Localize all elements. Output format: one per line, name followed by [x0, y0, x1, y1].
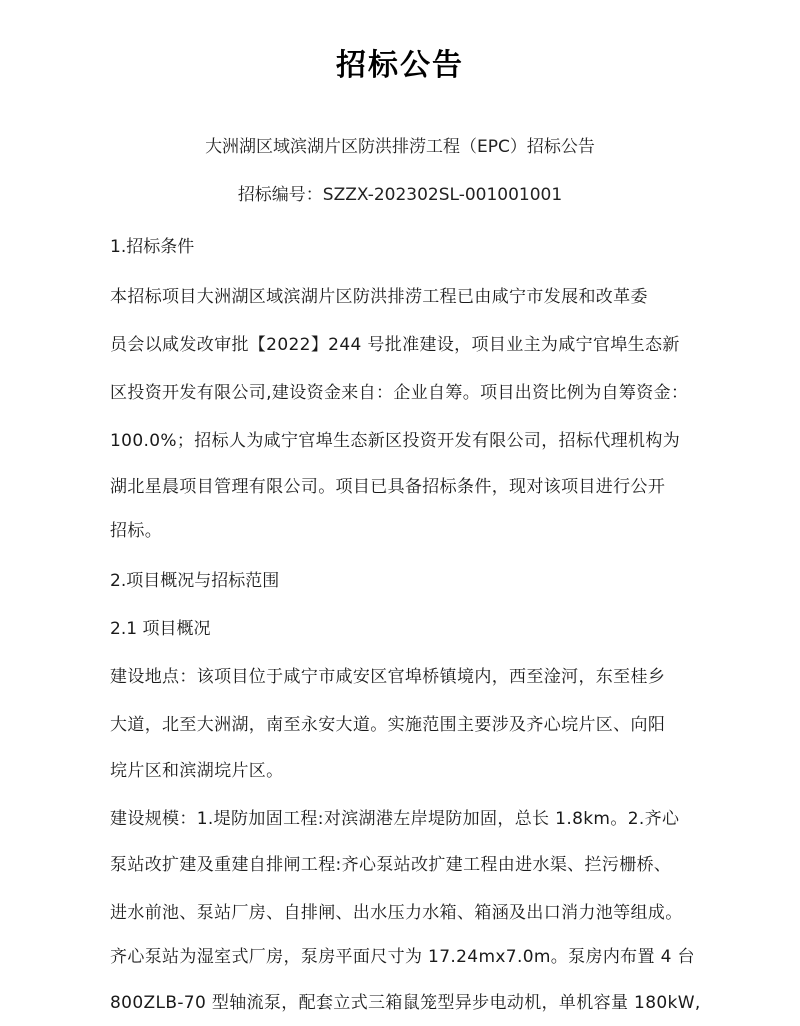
document-title: 招标公告: [336, 48, 464, 83]
section-1-line: 本招标项目大洲湖区域滨湖片区防洪排涝工程已由咸宁市发展和改革委: [110, 287, 648, 307]
section-1-line: 区投资开发有限公司,建设资金来自：企业自筹。项目出资比例为自筹资金：: [110, 383, 689, 403]
section-1-heading: 1.招标条件: [110, 237, 195, 257]
location-line: 大道，北至大洲湖，南至永安大道。实施范围主要涉及齐心垸片区、向阳: [110, 715, 666, 735]
section-1-line: 湖北星晨项目管理有限公司。项目已具备招标条件，现对该项目进行公开: [110, 477, 666, 497]
location-line: 建设地点：该项目位于咸宁市咸安区官埠桥镇境内，西至淦河，东至桂乡: [110, 667, 666, 687]
scale-line: 建设规模：1.堤防加固工程:对滨湖港左岸堤防加固，总长 1.8km。2.齐心: [110, 809, 680, 829]
section-2-1-heading: 2.1 项目概况: [110, 619, 211, 639]
project-title: 大洲湖区域滨湖片区防洪排涝工程（EPC）招标公告: [205, 137, 595, 157]
scale-line: 进水前池、泵站厂房、自排闸、出水压力水箱、箱涵及出口消力池等组成。: [110, 903, 683, 923]
location-line: 垸片区和滨湖垸片区。: [110, 761, 284, 781]
scale-line: 泵站改扩建及重建自排闸工程:齐心泵站改扩建工程由进水渠、拦污栅桥、: [110, 855, 672, 875]
section-1-line: 员会以咸发改审批【2022】244 号批准建设，项目业主为咸宁官埠生态新: [110, 335, 680, 355]
scale-line: 800ZLB-70 型轴流泵，配套立式三箱鼠笼型异步电动机，单机容量 180kW,: [110, 993, 701, 1013]
section-1-line: 100.0%；招标人为咸宁官埠生态新区投资开发有限公司，招标代理机构为: [110, 431, 681, 451]
section-2-heading: 2.项目概况与招标范围: [110, 571, 280, 591]
tender-number: 招标编号：SZZX-202302SL-001001001: [237, 185, 563, 205]
scale-line: 齐心泵站为湿室式厂房，泵房平面尺寸为 17.24mx7.0m。泵房内布置 4 台: [110, 947, 695, 967]
section-1-line: 招标。: [110, 521, 163, 541]
